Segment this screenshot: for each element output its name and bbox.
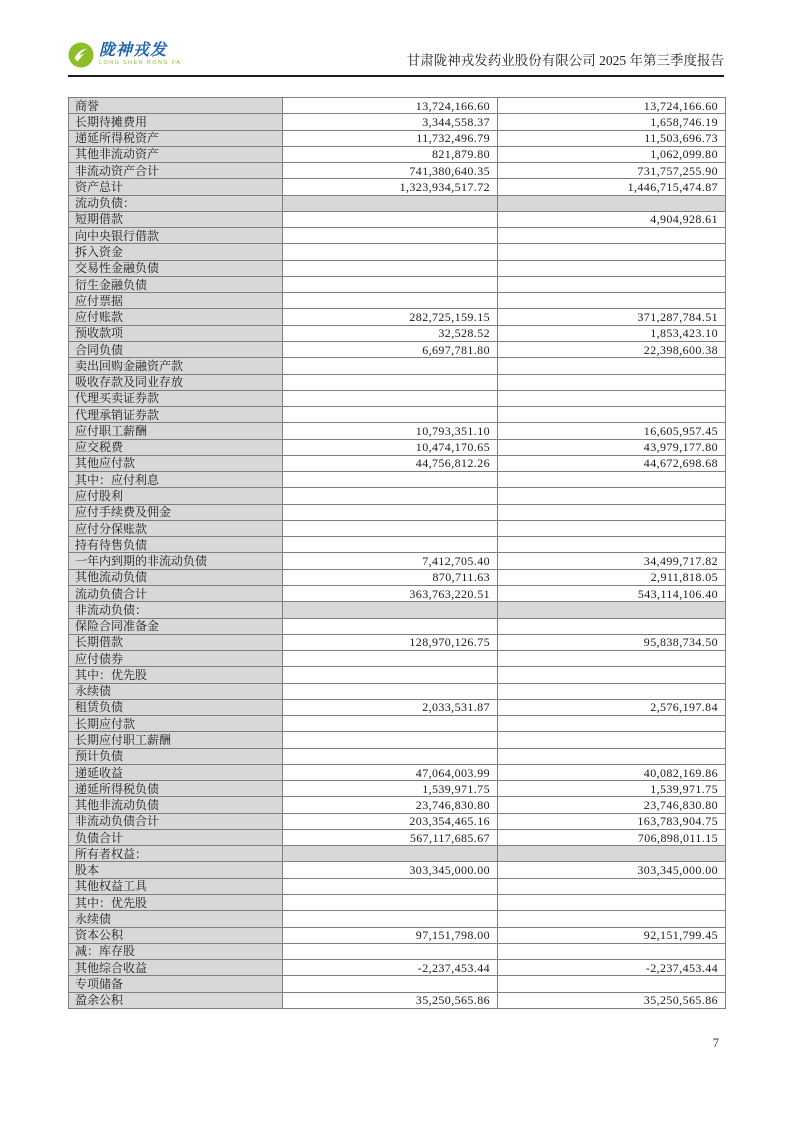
value-prior-cell xyxy=(498,195,726,211)
table-row xyxy=(69,374,726,390)
value-current-cell: 47,064,003.99 xyxy=(283,764,498,780)
value-current-cell xyxy=(283,520,498,536)
value-prior-cell xyxy=(498,602,726,618)
value-prior-cell: 22,398,600.38 xyxy=(498,341,726,357)
value-current-cell: 97,151,798.00 xyxy=(283,927,498,943)
value-current-cell: 35,250,565.86 xyxy=(283,992,498,1008)
value-prior-cell: 44,672,698.68 xyxy=(498,455,726,471)
value-current-cell xyxy=(283,488,498,504)
table-row xyxy=(69,927,726,943)
value-current-cell xyxy=(283,602,498,618)
value-current-cell: 870,711.63 xyxy=(283,569,498,585)
table-row xyxy=(69,537,726,553)
table-row xyxy=(69,976,726,992)
value-prior-cell: 1,658,746.19 xyxy=(498,114,726,130)
table-row xyxy=(69,829,726,845)
row-label-cell: 租赁负债 xyxy=(69,699,283,715)
row-label-cell: 盈余公积 xyxy=(69,992,283,1008)
value-current-cell: 363,763,220.51 xyxy=(283,585,498,601)
table-row xyxy=(69,683,726,699)
value-current-cell: 6,697,781.80 xyxy=(283,341,498,357)
table-row xyxy=(69,293,726,309)
value-prior-cell: 92,151,799.45 xyxy=(498,927,726,943)
table-row xyxy=(69,146,726,162)
company-logo xyxy=(68,42,181,68)
value-current-cell xyxy=(283,748,498,764)
value-current-cell: 44,756,812.26 xyxy=(283,455,498,471)
value-current-cell xyxy=(283,651,498,667)
value-current-cell: 282,725,159.15 xyxy=(283,309,498,325)
row-label-cell: 其他综合收益 xyxy=(69,960,283,976)
row-label-cell: 非流动负债合计 xyxy=(69,813,283,829)
table-row xyxy=(69,228,726,244)
table-row xyxy=(69,163,726,179)
value-current-cell: 32,528.52 xyxy=(283,325,498,341)
value-current-cell xyxy=(283,276,498,292)
row-label-cell: 衍生金融负债 xyxy=(69,276,283,292)
row-label-cell: 资本公积 xyxy=(69,927,283,943)
table-row xyxy=(69,943,726,959)
row-label-cell: 其中：优先股 xyxy=(69,895,283,911)
value-prior-cell: 2,911,818.05 xyxy=(498,569,726,585)
table-row xyxy=(69,732,726,748)
value-current-cell xyxy=(283,390,498,406)
row-label-cell: 其中：优先股 xyxy=(69,667,283,683)
table-row xyxy=(69,813,726,829)
value-current-cell xyxy=(283,667,498,683)
value-prior-cell: 1,539,971.75 xyxy=(498,781,726,797)
row-label-cell: 应付债券 xyxy=(69,651,283,667)
value-current-cell: 1,539,971.75 xyxy=(283,781,498,797)
row-label-cell: 应付票据 xyxy=(69,293,283,309)
row-label-cell: 递延收益 xyxy=(69,764,283,780)
value-current-cell xyxy=(283,537,498,553)
row-label-cell: 卖出回购金融资产款 xyxy=(69,358,283,374)
logo-icon xyxy=(68,42,94,68)
row-label-cell: 应付股利 xyxy=(69,488,283,504)
value-current-cell xyxy=(283,472,498,488)
value-current-cell xyxy=(283,244,498,260)
table-row xyxy=(69,667,726,683)
row-label-cell: 长期应付款 xyxy=(69,716,283,732)
table-row xyxy=(69,585,726,601)
value-current-cell xyxy=(283,374,498,390)
value-prior-cell xyxy=(498,407,726,423)
table-row xyxy=(69,358,726,374)
row-label-cell: 所有者权益： xyxy=(69,846,283,862)
value-current-cell: 3,344,558.37 xyxy=(283,114,498,130)
value-prior-cell xyxy=(498,878,726,894)
row-label-cell: 应付分保账款 xyxy=(69,520,283,536)
value-current-cell xyxy=(283,895,498,911)
value-current-cell xyxy=(283,683,498,699)
row-label-cell: 拆入资金 xyxy=(69,244,283,260)
value-prior-cell: 95,838,734.50 xyxy=(498,634,726,650)
value-current-cell xyxy=(283,976,498,992)
value-current-cell xyxy=(283,228,498,244)
table-row xyxy=(69,602,726,618)
table-row xyxy=(69,439,726,455)
value-prior-cell xyxy=(498,716,726,732)
value-prior-cell xyxy=(498,358,726,374)
row-label-cell: 其他非流动资产 xyxy=(69,146,283,162)
row-label-cell: 递延所得税资产 xyxy=(69,130,283,146)
table-row xyxy=(69,130,726,146)
row-label-cell: 保险合同准备金 xyxy=(69,618,283,634)
row-label-cell: 流动负债合计 xyxy=(69,585,283,601)
value-prior-cell xyxy=(498,683,726,699)
row-label-cell: 应交税费 xyxy=(69,439,283,455)
row-label-cell: 长期借款 xyxy=(69,634,283,650)
value-current-cell xyxy=(283,293,498,309)
row-label-cell: 交易性金融负债 xyxy=(69,260,283,276)
table-row xyxy=(69,276,726,292)
value-current-cell: 1,323,934,517.72 xyxy=(283,179,498,195)
table-row xyxy=(69,781,726,797)
row-label-cell: 流动负债： xyxy=(69,195,283,211)
table-row xyxy=(69,341,726,357)
value-current-cell: 13,724,166.60 xyxy=(283,98,498,114)
table-row xyxy=(69,520,726,536)
row-label-cell: 吸收存款及同业存放 xyxy=(69,374,283,390)
value-prior-cell xyxy=(498,276,726,292)
value-current-cell: 11,732,496.79 xyxy=(283,130,498,146)
table-row xyxy=(69,195,726,211)
value-prior-cell: 13,724,166.60 xyxy=(498,98,726,114)
row-label-cell: 应付手续费及佣金 xyxy=(69,504,283,520)
value-current-cell: 741,380,640.35 xyxy=(283,163,498,179)
value-current-cell xyxy=(283,195,498,211)
row-label-cell: 其他流动负债 xyxy=(69,569,283,585)
row-label-cell: 资产总计 xyxy=(69,179,283,195)
row-label-cell: 永续债 xyxy=(69,911,283,927)
row-label-cell: 代理承销证券款 xyxy=(69,407,283,423)
value-prior-cell xyxy=(498,895,726,911)
value-current-cell: 10,793,351.10 xyxy=(283,423,498,439)
value-prior-cell: 34,499,717.82 xyxy=(498,553,726,569)
table-row xyxy=(69,211,726,227)
table-row xyxy=(69,634,726,650)
row-label-cell: 负债合计 xyxy=(69,829,283,845)
value-current-cell xyxy=(283,211,498,227)
brand-subtitle: LONG SHEN RONG FA xyxy=(99,60,182,67)
table-row xyxy=(69,309,726,325)
value-current-cell: 821,879.80 xyxy=(283,146,498,162)
row-label-cell: 预收款项 xyxy=(69,325,283,341)
page-header xyxy=(68,40,724,74)
row-label-cell: 短期借款 xyxy=(69,211,283,227)
value-current-cell xyxy=(283,716,498,732)
value-current-cell: 10,474,170.65 xyxy=(283,439,498,455)
table-row xyxy=(69,407,726,423)
table-row xyxy=(69,179,726,195)
table-row xyxy=(69,569,726,585)
table-row xyxy=(69,895,726,911)
row-label-cell: 股本 xyxy=(69,862,283,878)
table-row xyxy=(69,488,726,504)
row-label-cell: 应付职工薪酬 xyxy=(69,423,283,439)
row-label-cell: 预计负债 xyxy=(69,748,283,764)
value-current-cell xyxy=(283,878,498,894)
value-current-cell xyxy=(283,358,498,374)
header-divider xyxy=(68,75,724,77)
value-prior-cell xyxy=(498,374,726,390)
value-current-cell: 303,345,000.00 xyxy=(283,862,498,878)
value-prior-cell: 4,904,928.61 xyxy=(498,211,726,227)
row-label-cell: 一年内到期的非流动负债 xyxy=(69,553,283,569)
table-row xyxy=(69,260,726,276)
table-row xyxy=(69,699,726,715)
value-current-cell xyxy=(283,911,498,927)
table-row xyxy=(69,846,726,862)
value-prior-cell: 43,979,177.80 xyxy=(498,439,726,455)
value-prior-cell: 731,757,255.90 xyxy=(498,163,726,179)
value-prior-cell xyxy=(498,293,726,309)
row-label-cell: 长期待摊费用 xyxy=(69,114,283,130)
brand-name: 陇神戎发 xyxy=(99,42,168,60)
table-row xyxy=(69,992,726,1008)
balance-sheet-body xyxy=(69,98,726,1009)
value-prior-cell: 163,783,904.75 xyxy=(498,813,726,829)
row-label-cell: 递延所得税负债 xyxy=(69,781,283,797)
value-prior-cell xyxy=(498,667,726,683)
value-current-cell xyxy=(283,846,498,862)
row-label-cell: 代理买卖证券款 xyxy=(69,390,283,406)
row-label-cell: 其他权益工具 xyxy=(69,878,283,894)
balance-sheet-table xyxy=(68,97,726,1009)
value-prior-cell: 23,746,830.80 xyxy=(498,797,726,813)
value-current-cell: 203,354,465.16 xyxy=(283,813,498,829)
table-row xyxy=(69,911,726,927)
value-prior-cell xyxy=(498,537,726,553)
table-row xyxy=(69,244,726,260)
row-label-cell: 向中央银行借款 xyxy=(69,228,283,244)
value-prior-cell xyxy=(498,846,726,862)
value-prior-cell xyxy=(498,504,726,520)
table-row xyxy=(69,618,726,634)
value-prior-cell xyxy=(498,651,726,667)
value-prior-cell: 35,250,565.86 xyxy=(498,992,726,1008)
value-prior-cell: 1,446,715,474.87 xyxy=(498,179,726,195)
table-row xyxy=(69,98,726,114)
value-prior-cell xyxy=(498,228,726,244)
table-row xyxy=(69,390,726,406)
value-prior-cell: 303,345,000.00 xyxy=(498,862,726,878)
row-label-cell: 商誉 xyxy=(69,98,283,114)
table-row xyxy=(69,423,726,439)
value-current-cell: 2,033,531.87 xyxy=(283,699,498,715)
row-label-cell: 其他非流动负债 xyxy=(69,797,283,813)
value-prior-cell: 1,853,423.10 xyxy=(498,325,726,341)
value-prior-cell: 706,898,011.15 xyxy=(498,829,726,845)
value-prior-cell: 16,605,957.45 xyxy=(498,423,726,439)
value-prior-cell xyxy=(498,976,726,992)
table-row xyxy=(69,878,726,894)
value-current-cell xyxy=(283,407,498,423)
table-row xyxy=(69,651,726,667)
value-current-cell: 128,970,126.75 xyxy=(283,634,498,650)
value-prior-cell xyxy=(498,244,726,260)
row-label-cell: 非流动资产合计 xyxy=(69,163,283,179)
value-current-cell xyxy=(283,618,498,634)
row-label-cell: 合同负债 xyxy=(69,341,283,357)
row-label-cell: 持有待售负债 xyxy=(69,537,283,553)
value-current-cell xyxy=(283,504,498,520)
row-label-cell: 专项储备 xyxy=(69,976,283,992)
value-prior-cell xyxy=(498,943,726,959)
brand-text xyxy=(99,43,181,67)
value-prior-cell: 371,287,784.51 xyxy=(498,309,726,325)
table-row xyxy=(69,797,726,813)
value-prior-cell xyxy=(498,260,726,276)
value-prior-cell xyxy=(498,911,726,927)
value-prior-cell: 543,114,106.40 xyxy=(498,585,726,601)
table-row xyxy=(69,504,726,520)
value-prior-cell xyxy=(498,748,726,764)
row-label-cell: 永续债 xyxy=(69,683,283,699)
table-row xyxy=(69,960,726,976)
row-label-cell: 减：库存股 xyxy=(69,943,283,959)
table-row xyxy=(69,716,726,732)
value-prior-cell xyxy=(498,520,726,536)
value-prior-cell xyxy=(498,618,726,634)
table-row xyxy=(69,472,726,488)
value-current-cell: 23,746,830.80 xyxy=(283,797,498,813)
value-prior-cell xyxy=(498,390,726,406)
value-current-cell xyxy=(283,943,498,959)
report-title: 甘肃陇神戎发药业股份有限公司 2025 年第三季度报告 xyxy=(406,53,724,68)
value-prior-cell xyxy=(498,732,726,748)
value-current-cell: -2,237,453.44 xyxy=(283,960,498,976)
value-prior-cell xyxy=(498,488,726,504)
table-row xyxy=(69,553,726,569)
value-prior-cell xyxy=(498,472,726,488)
page-number: 7 xyxy=(712,1036,719,1050)
table-row xyxy=(69,114,726,130)
value-current-cell xyxy=(283,732,498,748)
value-current-cell xyxy=(283,260,498,276)
row-label-cell: 长期应付职工薪酬 xyxy=(69,732,283,748)
value-current-cell: 7,412,705.40 xyxy=(283,553,498,569)
value-prior-cell: 40,082,169.86 xyxy=(498,764,726,780)
value-prior-cell: 11,503,696.73 xyxy=(498,130,726,146)
table-row xyxy=(69,325,726,341)
row-label-cell: 非流动负债： xyxy=(69,602,283,618)
row-label-cell: 其他应付款 xyxy=(69,455,283,471)
value-prior-cell: 2,576,197.84 xyxy=(498,699,726,715)
row-label-cell: 应付账款 xyxy=(69,309,283,325)
value-prior-cell: -2,237,453.44 xyxy=(498,960,726,976)
table-row xyxy=(69,455,726,471)
row-label-cell: 其中：应付利息 xyxy=(69,472,283,488)
table-row xyxy=(69,862,726,878)
table-row xyxy=(69,764,726,780)
value-current-cell: 567,117,685.67 xyxy=(283,829,498,845)
table-row xyxy=(69,748,726,764)
value-prior-cell: 1,062,099.80 xyxy=(498,146,726,162)
